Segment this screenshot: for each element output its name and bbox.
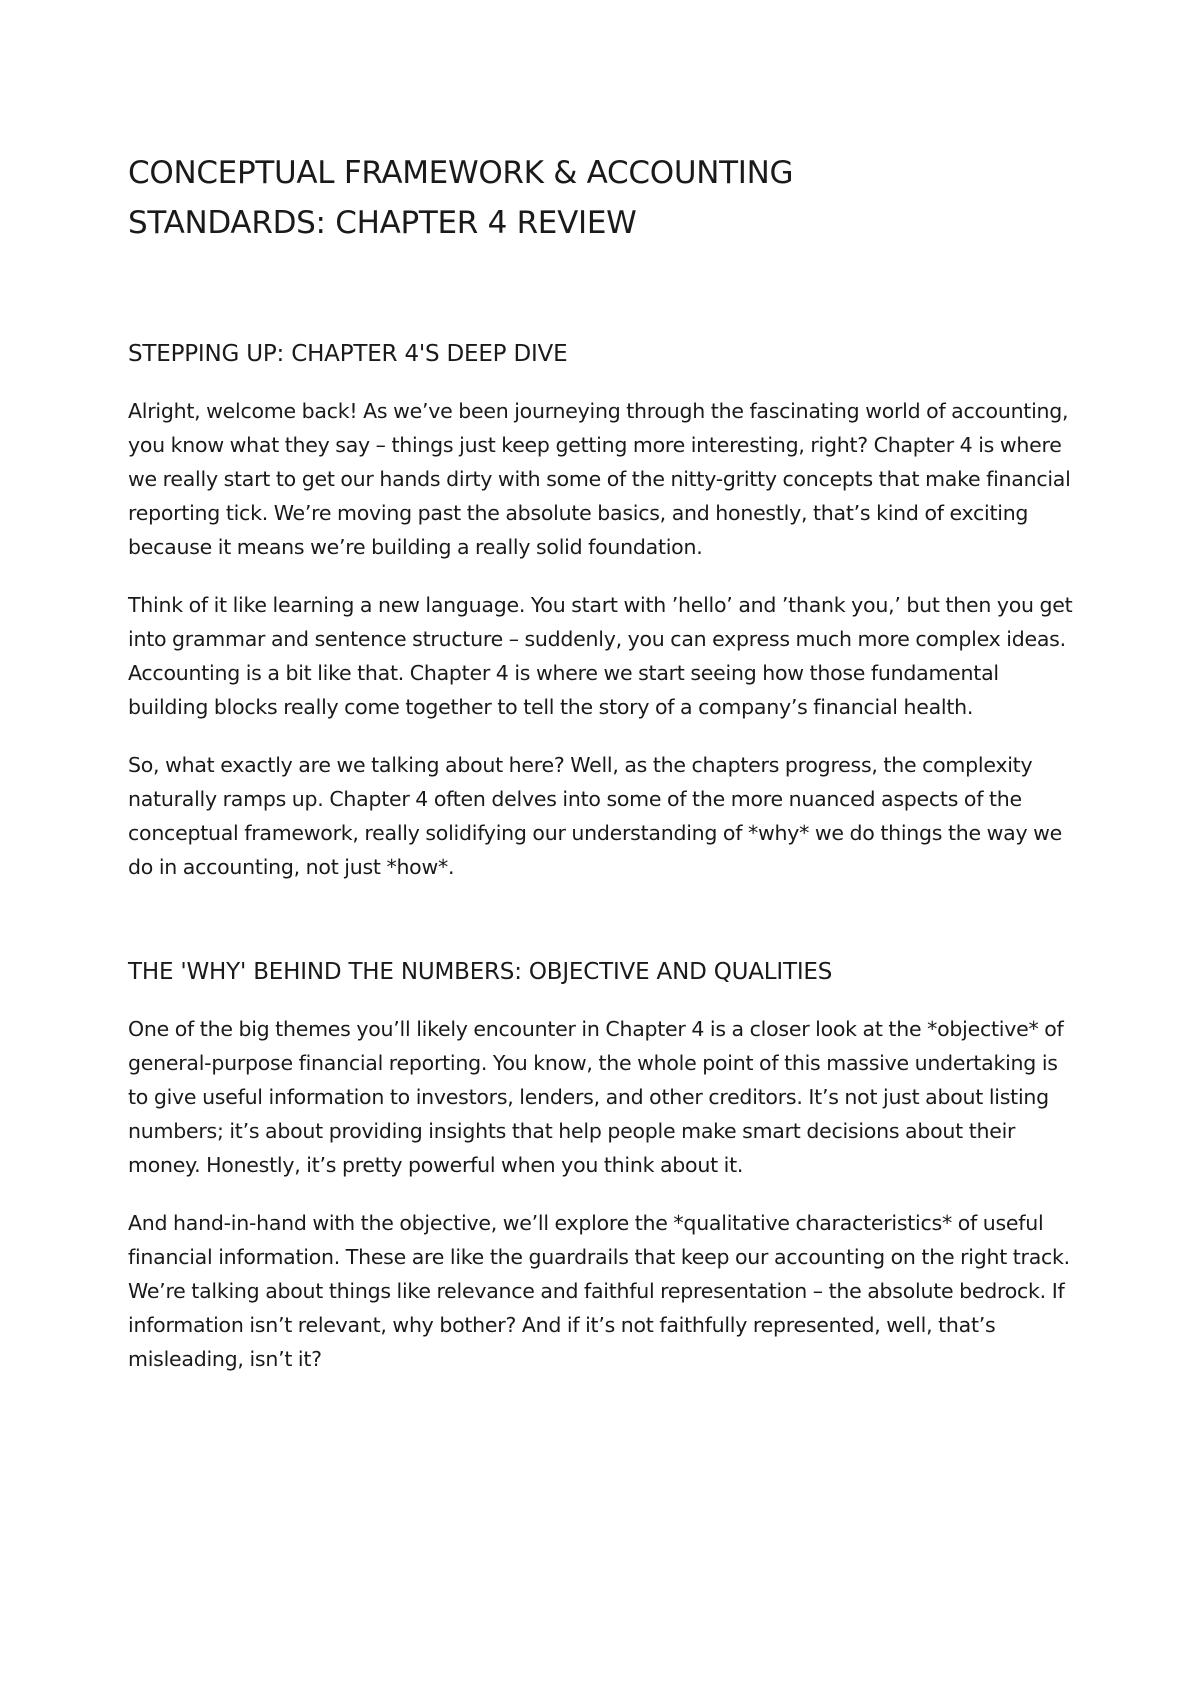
- document-title: CONCEPTUAL FRAMEWORK & ACCOUNTING STANDARDS: CHAPTER 4 REVIEW: [128, 155, 794, 241]
- paragraph: One of the big themes you’ll likely encounter in Chapter 4 is a closer look at the *objective* of general-purpose financial reporting. You know, the whole point of this massive undertaking is to give useful information to investors, lenders, and other creditors. It’s not just about listing numbers; it’s about providing insights that help people make smart decisions about their money. Honestly, it’s pretty powerful when you think about it.: [128, 1017, 1064, 1177]
- paragraph: Think of it like learning a new language. You start with ’hello’ and ’thank you,’ but then you get into grammar and sentence structure – suddenly, you can express much more complex ideas. Accounting is a bit like that. Chapter 4 is where we start seeing how those fundamental building blocks really come together to tell the story of a company’s financial health.: [128, 593, 1073, 719]
- section-heading: STEPPING UP: CHAPTER 4'S DEEP DIVE: [128, 341, 568, 367]
- section-why-behind-numbers: [128, 956, 1080, 1376]
- paragraph: And hand-in-hand with the objective, we’ll explore the *qualitative characteristics* of useful financial information. These are like the guardrails that keep our accounting on the right track. We’re talking about things like relevance and faithful representation – the absolute bedrock. If information isn’t relevant, why bother? And if it’s not faithfully represented, well, that’s misleading, isn’t it?: [128, 1211, 1070, 1371]
- paragraph: So, what exactly are we talking about here? Well, as the chapters progress, the complexity naturally ramps up. Chapter 4 often delves into some of the more nuanced aspects of the conceptual framework, really solidifying our understanding of *why* we do things the way we do in accounting, not just *how*.: [128, 753, 1063, 879]
- section-stepping-up: [128, 338, 1080, 884]
- paragraph: Alright, welcome back! As we’ve been journeying through the fascinating world of accounting, you know what they say – things just keep getting more interesting, right? Chapter 4 is where we really start to get our hands dirty with some of the nitty-gritty concepts that make financial reporting tick. We’re moving past the absolute basics, and honestly, that’s kind of exciting because it means we’re building a really solid foundation.: [128, 399, 1071, 559]
- section-heading: THE 'WHY' BEHIND THE NUMBERS: OBJECTIVE AND QUALITIES: [128, 959, 833, 985]
